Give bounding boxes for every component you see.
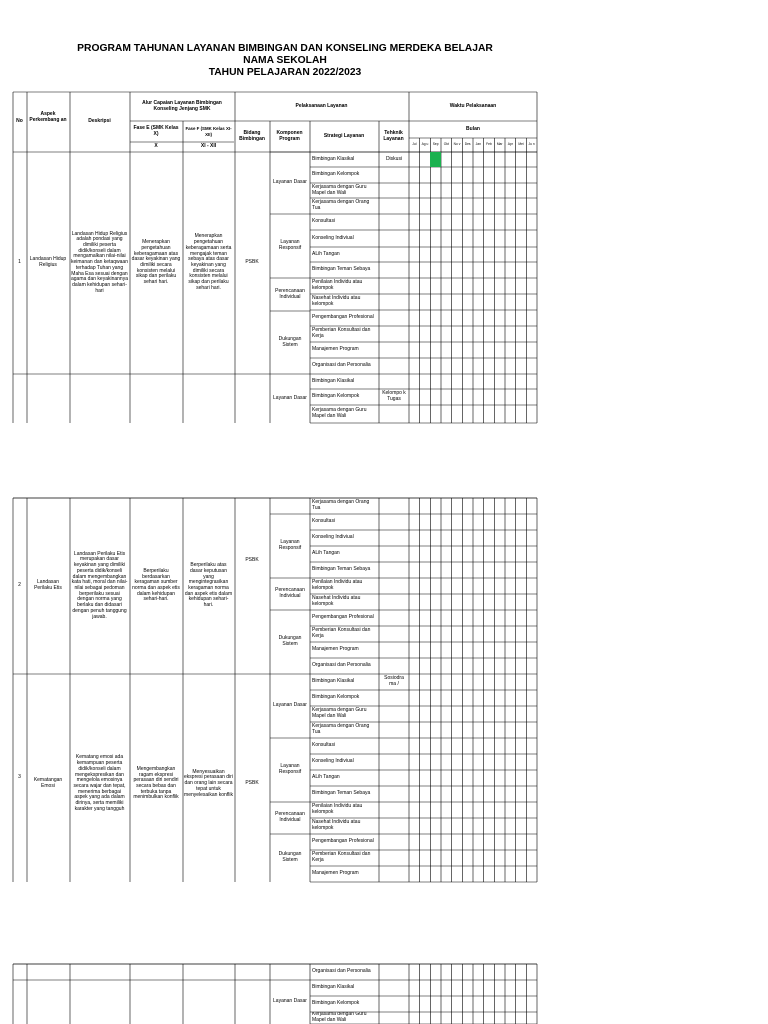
header-fase-e: Fase E (SMK Kelas X) — [133, 124, 179, 137]
month-6: Jan — [475, 142, 481, 147]
strategi-konsultasi: Konsultasi — [312, 742, 336, 749]
komponen-dasar: Layanan Dasar — [273, 702, 307, 709]
aspect-2-no: 2 — [18, 582, 21, 589]
header-pelaksanaan: Pelaksanaan Layanan — [295, 102, 348, 109]
strategi-kelompok: Bimbingan Kelompok — [312, 171, 360, 178]
month-10: Mei — [518, 142, 524, 147]
aspect-3-bidang: PSBK — [245, 780, 259, 787]
strategi-pemberian: Pemberian Konsultasi dan Kerja — [312, 327, 371, 339]
strategi-penilaian: Penilaian Individu atau kelompok — [312, 803, 363, 815]
header-waktu: Waktu Pelaksanaan — [449, 102, 497, 109]
strategi-pemberian: Pemberian Konsultasi dan Kerja — [312, 851, 371, 863]
strategi-alih: ALih Tangan — [312, 550, 340, 557]
strategi-alih: ALih Tangan — [312, 250, 340, 257]
strategi-klasikal: Bimbingan Klasikal — [312, 678, 355, 685]
strategi-nasehat: Nasehat Individu atau kelompok — [312, 819, 361, 831]
strategi-konsultasi: Konsultasi — [312, 518, 336, 525]
strategi-konseling: Konseling Indiviual — [312, 534, 354, 541]
komponen-dasar: Layanan Dasar — [273, 394, 307, 401]
month-11: Ju n — [528, 142, 535, 147]
strategi-guru: Kerjasama dengan Guru Mapel dan Wali — [312, 407, 367, 419]
header-komponen: Komponen Program — [276, 129, 303, 142]
strategi-alih: ALih Tangan — [312, 774, 340, 781]
month-0: Jul — [412, 142, 417, 147]
strategi-pengembangan: Pengembangan Profesional — [312, 314, 374, 321]
header-fase-e-code: X — [154, 143, 158, 150]
month-7: Feb — [486, 142, 492, 147]
strategi-klasikal: Bimbingan Klasikal — [312, 377, 355, 384]
header-fase-f-code: XI - XII — [200, 143, 217, 150]
header-fase-f: Fase F (SMK Kelas XI-XII) — [185, 125, 232, 137]
komponen-dasar: Layanan Dasar — [273, 179, 307, 186]
aspect-2-name: Landasan Perilaku Etis — [34, 579, 62, 591]
strategi-konsultasi: Konsultasi — [312, 218, 336, 225]
komponen-responsif: Layanan Responsif — [278, 239, 302, 251]
aspect-3-fase-f: Menyesuaikan ekspresi perasaan diri dan orang lain secara tepat untuk menyelesaikan konflik — [184, 768, 233, 798]
month-3: Okt — [443, 142, 449, 147]
teknik-diskusi: Diskusi — [385, 155, 403, 162]
strategi-kelompok: Bimbingan Kelompok — [312, 393, 360, 400]
header-alur: Alur Capaian Layanan Bimbingan Konseling Jenjang SMK — [142, 99, 222, 112]
strategi-konseling: Konseling Indiviual — [312, 758, 354, 765]
strategi-kelompok: Bimbingan Kelompok — [312, 1000, 360, 1007]
strategi-organisasi: Organisasi dan Personalia — [312, 662, 371, 669]
aspect-1-no: 1 — [18, 259, 21, 266]
month-5: Des — [464, 142, 471, 147]
komponen-dukungan: Dukungan Sistem — [278, 335, 302, 348]
komponen-perencanaan: Perencanaan Individual — [275, 811, 305, 823]
komponen-perencanaan: Perencanaan Individual — [275, 287, 305, 300]
strategi-guru: Kerjasama dengan Guru Mapel dan Wali — [312, 1012, 367, 1023]
komponen-dasar: Layanan Dasar — [273, 998, 307, 1005]
strategi-teman: Bimbingan Teman Sebaya — [312, 266, 371, 273]
aspect-1-bidang: PSBK — [245, 259, 259, 266]
strategi-kelompok: Bimbingan Kelompok — [312, 694, 360, 701]
strategi-ortu: Kerjasama dengan Orang Tua — [312, 723, 370, 735]
aspect-3-name: Kematangan Emosi — [33, 777, 63, 789]
aspect-3-deskripsi: Kematang emosi ada kemampuan peserta didik/konseli dalam mengekspresikan dan mengelola emosinya secara wajar dan tepat, menerima berbagai aspek yang ada dalam dirinya, serta memiliki karakter yang tangguh — [73, 754, 126, 812]
strategi-teman: Bimbingan Teman Sebaya — [312, 790, 371, 797]
strategi-nasehat: Nasehat Individu atau kelompok — [312, 595, 361, 607]
komponen-responsif: Layanan Responsif — [278, 539, 302, 551]
document-title: PROGRAM TAHUNAN LAYANAN BIMBINGAN DAN KONSELING MERDEKA BELAJAR — [77, 43, 493, 54]
month-2: Sep — [432, 142, 439, 147]
month-4: No v — [453, 142, 461, 147]
strategi-organisasi: Organisasi dan Personalia — [312, 362, 371, 369]
strategi-ortu: Kerjasama dengan Orang Tua — [312, 499, 370, 511]
aspect-2-deskripsi: Landasan Perilaku Etis merupakan dasar keyakinan yang dimiliki peserta didik/konseli dalam mengembangkan kata hati, moral dan nilai-nilai sebagai pedoman berperilaku sesuai dengan norma yang berlaku dan didasari dengan penuh tanggung jawab. — [71, 550, 128, 620]
aspect-2-bidang: PSBK — [245, 557, 259, 564]
strategi-ortu: Kerjasama dengan Orang Tua — [312, 199, 370, 211]
schedule-mark-agustus — [430, 152, 441, 167]
header-teknik: Tehknik Layanan — [383, 129, 404, 142]
aspect-2-fase-e: Berperilaku berdasarkan keragaman sumber norma dan aspek etis dalam kehidupan sehari-hari. — [132, 567, 180, 603]
header-bidang: Bidang Bimbingan — [239, 129, 265, 142]
aspect-1-fase-f: Menerapkan pengetahuan keberagamaan serta mengajak teman sebaya atas dasar keyakinan yang dimiliki secara konsisten melalui sikap dan perilaku sehari hari. — [185, 233, 232, 291]
strategi-klasikal: Bimbingan Klasikal — [312, 984, 355, 991]
aspect-1-fase-e: Menerapkan pengetahuan keberagamaan atas dasar keyakinan yang dimiliki secara konsisten melalui sikap dan perilaku sehari hari. — [131, 239, 181, 286]
strategi-penilaian: Penilaian Individu atau kelompok — [312, 579, 363, 591]
aspect-3-no: 3 — [18, 774, 21, 781]
strategi-manajemen: Manajemen Program — [312, 870, 359, 877]
strategi-konseling: Konseling Indiviual — [312, 234, 354, 241]
teknik-kelompok_tugas: Kelompo k Tugas — [382, 390, 406, 402]
teknik-sosiodrama: Sosiodra ma / — [384, 675, 404, 687]
month-9: Apr — [507, 142, 513, 147]
komponen-responsif: Layanan Responsif — [278, 763, 302, 775]
komponen-dukungan: Dukungan Sistem — [278, 851, 302, 863]
komponen-perencanaan: Perencanaan Individual — [275, 587, 305, 599]
strategi-guru: Kerjasama dengan Guru Mapel dan Wali — [312, 707, 367, 719]
month-8: Mar — [496, 142, 503, 147]
strategi-organisasi: Organisasi dan Personalia — [312, 968, 371, 975]
aspect-3-fase-e: Mengembangkan ragam ekspresi perasaan diri sendiri secara bebas dan terbuka tanpa menimbulkan konflik — [133, 765, 179, 801]
strategi-nasehat: Nasehat Individu atau kelompok — [312, 295, 361, 307]
header-strategi: Strategi Layanan — [323, 132, 365, 139]
strategi-pengembangan: Pengembangan Profesional — [312, 838, 374, 845]
strategi-pengembangan: Pengembangan Profesional — [312, 614, 374, 621]
aspect-1-deskripsi: Landasan Hidup Religius adalah pondasi yang dimiliki peserta didik/konseli dalam mengamalkan nilai-nilai keimanan dan ketaqwaan terhadap Tuhan yang Maha Esa sesuai dengan agama dan keyakinannya dalam kehidupan sehari-hari — [71, 230, 128, 294]
aspect-1-name: Landasan Hidup Religius — [29, 256, 67, 268]
strategi-manajemen: Manajemen Program — [312, 646, 359, 653]
strategi-manajemen: Manajemen Program — [312, 346, 359, 353]
strategi-teman: Bimbingan Teman Sebaya — [312, 566, 371, 573]
school-name: NAMA SEKOLAH — [243, 55, 327, 66]
komponen-dukungan: Dukungan Sistem — [278, 635, 302, 647]
header-aspek: Aspek Perkembang an — [29, 111, 67, 123]
aspect-2-fase-f: Berperilaku atas dasar keputusan yang mengintegrasikan keragaman norma dan aspek etis dalam kehidupan sehari-hari. — [184, 562, 233, 609]
strategi-klasikal: Bimbingan Klasikal — [312, 155, 355, 162]
academic-year: TAHUN PELAJARAN 2022/2023 — [208, 67, 362, 78]
strategi-pemberian: Pemberian Konsultasi dan Kerja — [312, 627, 371, 639]
header-no: No — [16, 118, 23, 125]
month-1: Ag u — [421, 142, 429, 147]
strategi-penilaian: Penilaian Individu atau kelompok — [312, 279, 363, 291]
header-bulan: Bulan — [466, 125, 480, 132]
header-deskripsi: Deskripsi — [88, 118, 111, 125]
strategi-guru: Kerjasama dengan Guru Mapel dan Wali — [312, 183, 367, 196]
